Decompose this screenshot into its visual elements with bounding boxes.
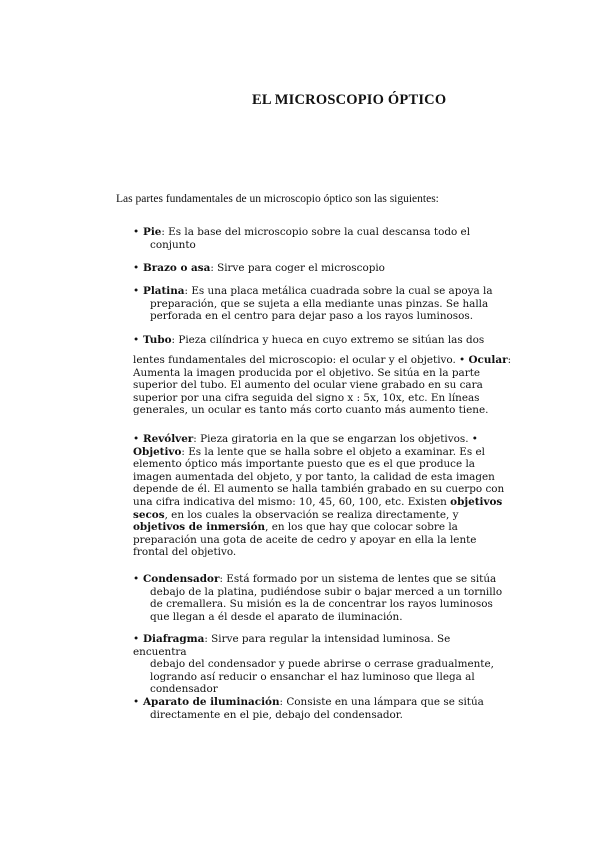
bullet: • — [133, 433, 140, 445]
list-item-brazo: • Brazo o asa: Sirve para coger el microscopio — [133, 262, 385, 274]
list-item-aparato: • Aparato de iluminación: Consiste en una lámpara que se sitúa directamente en el pie, debajo del condensador. — [133, 696, 484, 721]
bullet: • — [133, 334, 140, 346]
list-item-platina: • Platina: Es una placa metálica cuadrada sobre la cual se apoya la preparación, que se sujeta a ella mediante unas pinzas. Se halla perforada en el centro para dejar paso a los rayos luminosos. — [133, 285, 493, 323]
list-item-diafragma: • Diafragma: Sirve para regular la intensidad luminosa. Se encuentra debajo del condensador y puede abrirse o cerrase gradualmente, logrando así reducir o ensanchar el haz luminoso que llega al condensador — [133, 633, 494, 696]
list-item-revolver: • Revólver: Pieza giratoria en la que se engarzan los objetivos. • Objetivo: Es la lente que se halla sobre el objeto a examinar. Es el elemento óptico más importante puesto que es el que produce la imagen aumentada del objeto, y por tanto, la calidad de esta imagen depende de él. El aumento se halla también grabado en su cuerpo con una cifra indicativa del mismo: 10, 45, 60, 100, etc. Existen objetivos secos, en los cuales la observación se realiza directamente, y objetivos de inmersión, en los que hay que colocar sobre la preparación una gota de aceite de cedro y apoyar en ella la lente frontal del objetivo. — [133, 433, 505, 559]
term-platina: Platina — [143, 285, 185, 297]
term-pie: Pie — [143, 226, 162, 238]
term-condensador: Condensador — [143, 573, 220, 585]
term-brazo: Brazo o asa — [143, 262, 211, 274]
term-tubo: Tubo — [143, 334, 172, 346]
term-objetivo: Objetivo — [133, 445, 182, 458]
term-revolver: Revólver — [143, 433, 194, 445]
bullet: • — [133, 226, 140, 238]
term-objetivos-secos-a: objetivos — [450, 495, 503, 508]
bullet: • — [133, 633, 140, 645]
term-objetivos-inmersion: objetivos de inmersión — [133, 521, 266, 534]
term-ocular: Ocular — [468, 354, 508, 366]
list-item-pie: • Pie: Es la base del microscopio sobre la cual descansa todo el conjunto — [133, 226, 471, 251]
bullet: • — [133, 573, 140, 585]
term-objetivos-secos-b: secos — [133, 508, 165, 521]
bullet: • — [133, 285, 140, 297]
intro-paragraph: Las partes fundamentales de un microscopio óptico son las siguientes: — [116, 193, 439, 205]
tubo-continuation: lentes fundamentales del microscopio: el ocular y el objetivo. • Ocular: Aumenta la imagen producida por el objetivo. Se sitúa en la parte superior del tubo. El aumento del ocular viene grabado en su cara superior por una cifra seguida del signo x : 5x, 10x, etc. En líneas generales, un ocular es tanto más corto cuanto más aumento tiene. — [133, 354, 512, 417]
term-aparato: Aparato de iluminación — [143, 696, 280, 708]
bullet: • — [133, 262, 140, 274]
page-title: EL MICROSCOPIO ÓPTICO — [252, 92, 447, 108]
list-item-condensador: • Condensador: Está formado por un sistema de lentes que se sitúa debajo de la platina, pudiéndose subir o bajar merced a un tornillo de cremallera. Su misión es la de concentrar los rayos luminosos que llegan a él desde el aparato de iluminación. — [133, 573, 503, 623]
term-diafragma: Diafragma — [143, 633, 205, 645]
bullet: • — [133, 696, 140, 708]
list-item-tubo: • Tubo: Pieza cilíndrica y hueca en cuyo extremo se sitúan las dos — [133, 334, 485, 346]
